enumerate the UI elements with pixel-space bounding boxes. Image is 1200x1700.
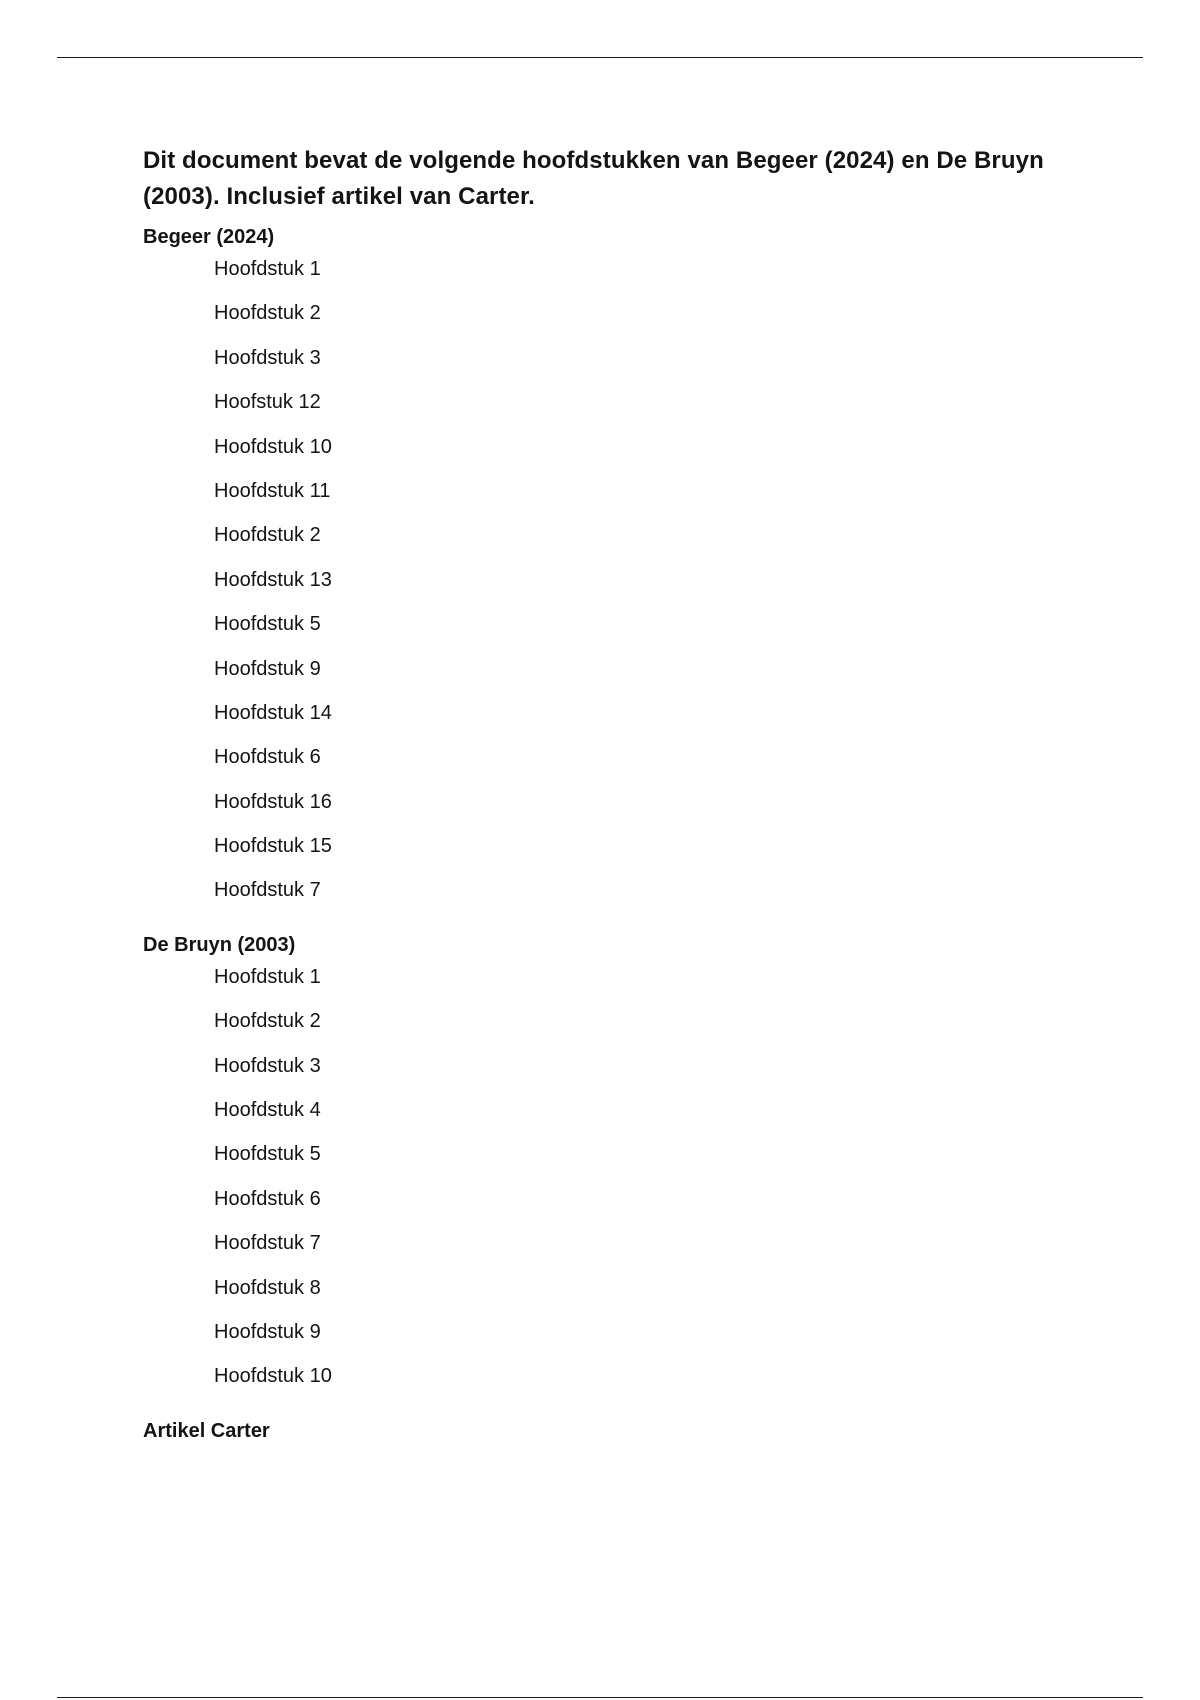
chapter-item: Hoofdstuk 9: [214, 657, 321, 680]
chapter-item: Hoofdstuk 14: [214, 701, 332, 724]
chapter-item: Hoofdstuk 1: [214, 258, 321, 280]
chapter-item: Hoofdstuk 7: [214, 1232, 321, 1255]
chapter-list-begeer: [143, 257, 1083, 923]
chapter-item: Hoofdstuk 10: [214, 1365, 332, 1388]
chapter-item: Hoofdstuk 11: [214, 479, 331, 502]
chapter-item: Hoofdstuk 3: [214, 346, 321, 369]
chapter-item: Hoofdstuk 5: [214, 613, 321, 636]
document-body: [143, 143, 1083, 1443]
chapter-item: Hoofdstuk 2: [214, 302, 321, 325]
chapter-list-de-bruyn: [143, 965, 1083, 1409]
chapter-item: Hoofdstuk 8: [214, 1276, 321, 1299]
chapter-item: Hoofdstuk 13: [214, 568, 332, 591]
header-rule: [57, 57, 1143, 58]
chapter-item: Hoofdstuk 10: [214, 435, 332, 458]
chapter-item: Hoofstuk 12: [214, 391, 321, 414]
chapter-item: Hoofdstuk 6: [214, 1187, 321, 1210]
section-heading-begeer: Begeer (2024): [143, 226, 275, 248]
chapter-item: Hoofdstuk 1: [214, 965, 321, 988]
chapter-item: Hoofdstuk 9: [214, 1320, 321, 1343]
footer-rule: [57, 1697, 1143, 1698]
chapter-item: Hoofdstuk 4: [214, 1099, 321, 1122]
section-heading-de-bruyn: De Bruyn (2003): [143, 933, 296, 956]
chapter-item: Hoofdstuk 15: [214, 835, 332, 858]
chapter-item: Hoofdstuk 16: [214, 790, 332, 813]
section-heading-carter: Artikel Carter: [143, 1419, 270, 1442]
chapter-item: Hoofdstuk 5: [214, 1143, 321, 1166]
chapter-item: Hoofdstuk 2: [214, 1010, 321, 1033]
chapter-item: Hoofdstuk 6: [214, 746, 321, 769]
chapter-item: Hoofdstuk 2: [214, 524, 321, 547]
document-title: Dit document bevat de volgende hoofdstukken van Begeer (2024) en De Bruyn (2003). Inclusief artikel van Carter.: [143, 147, 1044, 210]
chapter-item: Hoofdstuk 7: [214, 879, 321, 902]
chapter-item: Hoofdstuk 3: [214, 1054, 321, 1077]
